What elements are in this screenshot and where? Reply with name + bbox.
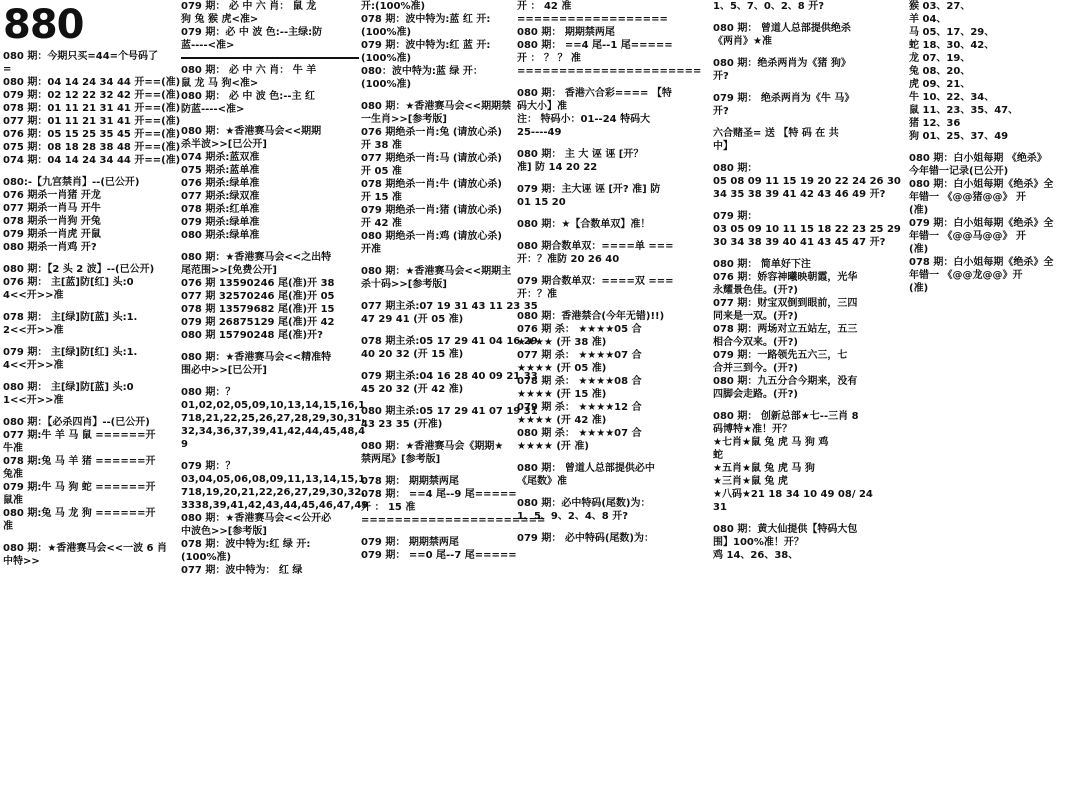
text-line: 蓝----<准> [181, 40, 235, 51]
text-line: 杀十码>>[参考版] [361, 279, 447, 290]
text-line: 开：？准 [517, 289, 557, 300]
text-line: ★★★★ (开 05 准) [517, 363, 607, 374]
column-4 [517, 0, 707, 797]
text-line: 03 05 09 10 11 15 18 22 23 25 29 [713, 224, 901, 235]
spacer [181, 116, 359, 125]
text-line: 1、5、9、2、4、8 开? [517, 511, 629, 522]
column-2 [181, 0, 369, 797]
spacer [361, 527, 515, 536]
text-line: 080 期：白小姐每期 《绝杀》 [909, 153, 1047, 164]
text-line: ====================== [361, 515, 546, 526]
text-line: 718,19,20,21,22,26,27,29,30,32, [181, 487, 366, 498]
text-line: 中波色>>[参考版] [181, 526, 267, 537]
text-line: 075 期：08 18 28 38 48 开==(准) [3, 142, 181, 153]
text-line: 080 期：白小姐每期《绝杀》全 [909, 179, 1054, 190]
text-line: 080 期：★香港赛马会<<公开必 [181, 513, 332, 524]
text-line: 077 期杀:绿双准 [181, 191, 260, 202]
text-line: 开 15 准 [361, 192, 402, 203]
text-line: 03,04,05,06,08,09,11,13,14,15,1 [181, 474, 366, 485]
text-line: 077 期绝杀一肖:马 (请放心杀) [361, 153, 502, 164]
text-line: 079 期 杀： ★★★★12 合 [517, 402, 642, 413]
text-line: 31 [713, 502, 727, 513]
spacer [713, 13, 901, 22]
spacer [517, 453, 707, 462]
text-line: 四脚会走路。(开?) [713, 389, 798, 400]
text-line: 080 期： 创新总部★七--三肖 8 [713, 411, 859, 422]
spacer [3, 254, 175, 263]
text-line: (准) [909, 205, 929, 216]
text-line: 079 期：02 12 22 32 42 开==(准) [3, 90, 181, 101]
text-line: 080 期： 必 中 六 肖： 牛 羊 [181, 65, 317, 76]
text-line: 080 期：香港禁合(今年无错)!!) [517, 311, 665, 322]
text-line: 年错一 《@@猪@@》 开 [909, 192, 1026, 203]
spacer [713, 83, 901, 92]
page-title: 880 [3, 2, 84, 48]
spacer [713, 514, 901, 523]
text-line: 防蓝----<准> [181, 104, 245, 115]
text-line: 076 期： 主[蓝]防[红] 头:0 [3, 277, 134, 288]
text-line: 开? [713, 106, 729, 117]
text-line: 077 期主杀:07 19 31 43 11 23 35 [361, 301, 538, 312]
text-line: 080 期： 香港六合彩==== 【特 [517, 88, 672, 99]
text-line: 079 期绝杀一肖:猪 (请放心杀) [361, 205, 502, 216]
text-line: 2<<开>>准 [3, 325, 64, 336]
text-line: 01 15 20 [517, 197, 566, 208]
spacer [517, 488, 707, 497]
text-line: 074 期杀:蓝双准 [181, 152, 260, 163]
text-line: 076 期绝杀一肖:兔 (请放心杀) [361, 127, 502, 138]
column-6-lines [909, 0, 1079, 295]
text-line: 077 期 杀： ★★★★07 合 [517, 350, 642, 361]
text-line: 080 期：★香港赛马会<<精准特 [181, 352, 332, 363]
column-2-lines [181, 64, 369, 577]
spacer [361, 91, 515, 100]
text-line: 080 期杀一肖鸡 开? [3, 242, 97, 253]
text-line: 开 ： ？ ？ 准 [517, 53, 581, 64]
text-line: 718,21,22,25,26,27,28,29,30,31, [181, 413, 366, 424]
text-line: 078 期： 期期禁两尾 [361, 476, 459, 487]
text-line: ★五肖★鼠 兔 虎 马 狗 [713, 463, 815, 474]
spacer [361, 396, 515, 405]
text-line: 43 23 35 (开准) [361, 419, 443, 430]
text-line: 45 20 32 (开 42 准) [361, 384, 464, 395]
spacer [361, 466, 515, 475]
text-line: 078 期 杀： ★★★★08 合 [517, 376, 642, 387]
text-line: 鼠 龙 马 狗<准> [181, 78, 259, 89]
spacer [361, 291, 515, 300]
text-line: 鸡 14、26、38、 [713, 550, 799, 561]
text-line: 080 期： 曾道人总部提供必中 [517, 463, 655, 474]
text-line: 开准 [361, 244, 381, 255]
text-line: 080 期：？ [181, 387, 236, 398]
text-line: 34 35 38 39 41 42 43 46 49 开? [713, 189, 886, 200]
spacer [517, 139, 707, 148]
text-line: 080 期： 主 大 诬 诬 [开？ [517, 149, 644, 160]
text-line: 中特>> [3, 556, 40, 567]
text-line: 32,34,36,37,39,41,42,44,45,48,4 [181, 426, 366, 437]
text-line: 079 期：一路领先五六三，七 [713, 350, 848, 361]
spacer [3, 302, 175, 311]
text-line: 080 期：04 14 24 34 44 开==(准) [3, 77, 181, 88]
text-line: ★★★★ (开 准) [517, 441, 589, 452]
text-line: 年错一 《@@龙@@》开 [909, 270, 1023, 281]
text-line: 中】 [713, 141, 733, 152]
text-line: 077 期杀一肖马 开牛 [3, 203, 101, 214]
text-line: 虎 09、21、 [909, 79, 971, 90]
text-line: 永耀景色佳。(开?) [713, 285, 798, 296]
text-line: 076 期 杀： ★★★★05 合 [517, 324, 642, 335]
text-line: (准) [909, 244, 929, 255]
text-line: 078 期:兔 马 羊 猪 ======开 [3, 456, 156, 467]
text-line: 年错一 《@@马@@》 开 [909, 231, 1026, 242]
spacer [3, 372, 175, 381]
text-line: 40 20 32 (开 15 准) [361, 349, 464, 360]
text-line: 牛准 [3, 443, 23, 454]
text-line: 开 ： 15 准 [361, 502, 416, 513]
spacer [517, 266, 707, 275]
text-line: 尾范围>>[免费公开] [181, 265, 277, 276]
spacer [361, 431, 515, 440]
text-line: 078 期绝杀一肖:牛 (请放心杀) [361, 179, 502, 190]
text-line: 兔 08、20、 [909, 66, 971, 77]
text-line: 01,02,02,05,09,10,13,14,15,16,1 [181, 400, 366, 411]
text-line: 076 期：05 15 25 35 45 开==(准) [3, 129, 181, 140]
text-line: 080 期：必中特码(尾数)为： [517, 498, 651, 509]
text-line: 078 期：两场对立五站左，五三 [713, 324, 858, 335]
text-line: 鼠 11、23、35、47、 [909, 105, 1019, 116]
text-line: 079 期： ==0 尾--7 尾===== [361, 550, 517, 561]
spacer [3, 337, 175, 346]
text-line: (100%准) [361, 79, 412, 90]
text-line: 《两肖》★准 [713, 36, 772, 47]
text-line: 079 期杀:绿单准 [181, 217, 260, 228]
text-line: 1<<开>>准 [3, 395, 64, 406]
text-line: 080 期： 期期禁两尾 [517, 27, 615, 38]
text-line: 078 期：白小姐每期《绝杀》全 [909, 257, 1054, 268]
text-line: 080:-【九宫禁肖】--(已公开) [3, 177, 140, 188]
text-line: 1、5、7、0、2、8 开? [713, 1, 825, 12]
text-line: 079 期：？ [181, 461, 236, 472]
text-line: 078 期：波中特为:红 绿 开: [181, 539, 311, 550]
column-1-lines [3, 50, 181, 568]
text-line: 开 ： 42 准 [517, 1, 572, 12]
text-line: 鼠准 [3, 495, 23, 506]
text-line: 077 期 32570246 尾(准)开 05 [181, 291, 335, 302]
text-line: 078 期： 主[绿]防[蓝] 头:1. [3, 312, 138, 323]
text-line: ====================== [517, 66, 702, 77]
text-line: 079 期：波中特为:红 蓝 开: [361, 40, 491, 51]
text-line: 围必中>>[已公开] [181, 365, 267, 376]
spacer [181, 342, 359, 351]
text-line: 080 期：★香港赛马会<<之出特 [181, 252, 332, 263]
text-line: 准 [3, 521, 13, 532]
spacer [3, 167, 175, 176]
text-line: 080 期：【必杀四肖】--(已公开) [3, 417, 150, 428]
text-line: 079 期主杀:04 16 28 40 09 21 33 [361, 371, 538, 382]
text-line: ================== [517, 14, 668, 25]
spacer [3, 407, 175, 416]
text-line: (准) [909, 283, 929, 294]
spacer [713, 401, 901, 410]
column-2-top-lines [181, 0, 359, 52]
text-line: 开 38 准 [361, 140, 402, 151]
text-line: 080 期：【2 头 2 波】--(已公开) [3, 264, 155, 275]
text-line: 080 期主杀:05 17 29 41 07 19 31 [361, 406, 538, 417]
spacer [517, 209, 707, 218]
text-line: 076 期 13590246 尾(准)开 38 [181, 278, 335, 289]
text-line: 079 期： 主[绿]防[红] 头:1. [3, 347, 138, 358]
text-line: 蛇 18、30、42、 [909, 40, 995, 51]
text-line: 码大小】准 [517, 101, 567, 112]
text-line: 080 期绝杀一肖:鸡 (请放心杀) [361, 231, 502, 242]
text-line: 079 期： [713, 211, 758, 222]
text-line: ★★★★ (开 42 准) [517, 415, 607, 426]
text-line: 079 期杀一肖虎 开鼠 [3, 229, 101, 240]
text-line: 079 期 26875129 尾(准)开 42 [181, 317, 335, 328]
spacer [517, 523, 707, 532]
text-line: 079 期： 必中特码(尾数)为： [517, 533, 654, 544]
text-line: 禁两尾》[参考版] [361, 454, 441, 465]
text-line: 076 期杀:绿单准 [181, 178, 260, 189]
text-line: 30 34 38 39 40 41 43 45 47 开? [713, 237, 886, 248]
column-1 [3, 0, 181, 797]
text-line: 077 期：财宝双倒到眼前，三四 [713, 298, 858, 309]
text-line: 078 期 13579682 尾(准)开 15 [181, 304, 335, 315]
text-line: 080 期：★【合数单双】准！ [517, 219, 651, 230]
column-5 [713, 0, 901, 797]
text-line: 080：波中特为:蓝 绿 开： [361, 66, 483, 77]
column-5-lines [713, 0, 901, 562]
text-line: 相合今双来。(开?) [713, 337, 798, 348]
spacer [713, 249, 901, 258]
text-line: 076 期杀一肖猪 开龙 [3, 190, 101, 201]
text-line: 同来是一双。(开?) [713, 311, 798, 322]
text-line: 080 期：★香港赛马会<<期期 [181, 126, 322, 137]
text-line: 3338,39,41,42,43,44,45,46,47,49 [181, 500, 369, 511]
text-line: 准] 防 14 20 22 [517, 162, 598, 173]
text-line: 蛇 [713, 450, 723, 461]
text-line: 《尾数》准 [517, 476, 567, 487]
text-line: ★八码★21 18 34 10 49 08/ 24 [713, 489, 873, 500]
text-line: ★★★★ (开 38 准) [517, 337, 607, 348]
text-line: 合并三到今。(开?) [713, 363, 798, 374]
text-line: 080 期： ==4 尾--1 尾===== [517, 40, 673, 51]
text-line: 080 期： 曾道人总部提供绝杀 [713, 23, 851, 34]
text-line: 078 期杀一肖狗 开兔 [3, 216, 101, 227]
text-line: 开 05 准 [361, 166, 402, 177]
text-line: 080 期：★香港赛马会<<期期禁 [361, 101, 512, 112]
spacer [361, 326, 515, 335]
text-line: 05 08 09 11 15 19 20 22 24 26 30 [713, 176, 901, 187]
text-line: 开 42 准 [361, 218, 402, 229]
text-line: 080 期:兔 马 龙 狗 ======开 [3, 508, 156, 519]
text-line: 080 期合数单双：====单 === [517, 241, 674, 252]
spacer [517, 301, 707, 310]
text-line: 羊 04、 [909, 14, 947, 25]
divider [181, 57, 359, 59]
text-line: 080 期：★香港赛马会<<期期主 [361, 266, 512, 277]
text-line: 9 [181, 439, 188, 450]
text-line: 开:(100%准) [361, 1, 426, 12]
text-line: 077 期：波中特为： 红 绿 [181, 565, 303, 576]
text-line: 080 期： 主[绿]防[蓝] 头:0 [3, 382, 134, 393]
spacer [517, 78, 707, 87]
spacer [517, 231, 707, 240]
spacer [361, 256, 515, 265]
text-line: 一生肖>>[参考版] [361, 114, 447, 125]
spacer [713, 118, 901, 127]
text-line: ★三肖★鼠 兔 虎 [713, 476, 788, 487]
column-4-lines [517, 0, 707, 545]
spacer [181, 451, 359, 460]
text-line: 079 期:牛 马 狗 蛇 ======开 [3, 482, 156, 493]
text-line: 080 期杀:绿单准 [181, 230, 260, 241]
text-line: 码博特★准！开？ [713, 424, 792, 435]
text-line: 080 期 杀： ★★★★07 合 [517, 428, 642, 439]
text-line: 25----49 [517, 127, 562, 138]
text-line: 4<<开>>准 [3, 290, 64, 301]
text-line: (100%准) [181, 552, 232, 563]
spacer [713, 153, 901, 162]
text-line: 080 期：★香港赛马会《期期★ [361, 441, 504, 452]
text-line: 076 期：娇容神曦映朝霞，光华 [713, 272, 858, 283]
text-line: 开? [713, 71, 729, 82]
text-line: 080 期： 必 中 波 色:--主 红 [181, 91, 316, 102]
text-line: 080 期 15790248 尾(准)开? [181, 330, 323, 341]
text-line: 兔准 [3, 469, 23, 480]
text-line: 注： 特码小：01--24 特码大 [517, 114, 651, 125]
text-line: 狗 01、25、37、49 [909, 131, 1009, 142]
text-line: 龙 07、19、 [909, 53, 971, 64]
text-line: 079 期： 绝杀两肖为《牛 马》 [713, 93, 855, 104]
text-line: 080 期： 简单好下注 [713, 259, 811, 270]
text-line: (100%准) [361, 53, 412, 64]
text-line: 077 期:牛 羊 马 鼠 ======开 [3, 430, 156, 441]
text-line: 078 期： ==4 尾--9 尾===== [361, 489, 517, 500]
text-line: 080 期： [713, 163, 758, 174]
text-line: 079 期：主大诬 诬 [开? 准] 防 [517, 184, 661, 195]
text-line: 080 期：九五分合今期来，没有 [713, 376, 858, 387]
spacer [713, 201, 901, 210]
text-line: 马 05、17、29、 [909, 27, 995, 38]
text-line: 4<<开>>准 [3, 360, 64, 371]
spacer [713, 48, 901, 57]
text-line: 六合赌圣= 送 【特 码 在 共 [713, 128, 839, 139]
text-line: 狗 兔 猴 虎<准> [181, 14, 259, 25]
spacer [3, 533, 175, 542]
spacer [517, 174, 707, 183]
text-line: = [3, 64, 12, 75]
text-line: 猪 12、36 [909, 118, 961, 129]
text-line: 杀半波>>[已公开] [181, 139, 267, 150]
text-line: 077 期：01 11 21 31 41 开==(准) [3, 116, 181, 127]
text-line: 079 期合数单双：====双 === [517, 276, 674, 287]
text-line: 078 期：01 11 21 31 41 开==(准) [3, 103, 181, 114]
text-line: 075 期杀:蓝单准 [181, 165, 260, 176]
text-line: 078 期杀:红单准 [181, 204, 260, 215]
text-line: 080 期：绝杀两肖为《猪 狗》 [713, 58, 851, 69]
text-line: 围】100%准！开？ [713, 537, 804, 548]
spacer [181, 242, 359, 251]
text-line: 今年错一记录(已公开) [909, 166, 1009, 177]
text-line: 079 期：必 中 波 色:--主绿:防 [181, 27, 323, 38]
spacer [181, 377, 359, 386]
text-line: 079 期： 必 中 六 肖： 鼠 龙 [181, 1, 317, 12]
text-line: 079 期： 期期禁两尾 [361, 537, 459, 548]
text-line: 牛 10、22、34、 [909, 92, 995, 103]
text-line: 猴 03、27、 [909, 1, 971, 12]
text-line: 079 期：白小姐每期《绝杀》全 [909, 218, 1054, 229]
text-line: 074 期：04 14 24 34 44 开==(准) [3, 155, 181, 166]
text-line: 47 29 41 (开 05 准) [361, 314, 464, 325]
spacer [909, 143, 1079, 152]
text-line: 078 期：波中特为:蓝 红 开: [361, 14, 491, 25]
text-line: 080 期：★香港赛马会<<一波 6 肖 [3, 543, 167, 554]
column-6 [909, 0, 1079, 797]
spacer [361, 361, 515, 370]
text-line: ★★★★ (开 15 准) [517, 389, 607, 400]
text-line: 080 期：黄大仙提供【特码大包 [713, 524, 858, 535]
text-line: ★七肖★鼠 兔 虎 马 狗 鸡 [713, 437, 829, 448]
text-line: (100%准) [361, 27, 412, 38]
text-line: 078 期主杀:05 17 29 41 04 16 29 [361, 336, 538, 347]
text-line: 开：？准防 20 26 40 [517, 254, 620, 265]
text-line: 080 期：今期只买=44=个号码了 [3, 51, 159, 62]
